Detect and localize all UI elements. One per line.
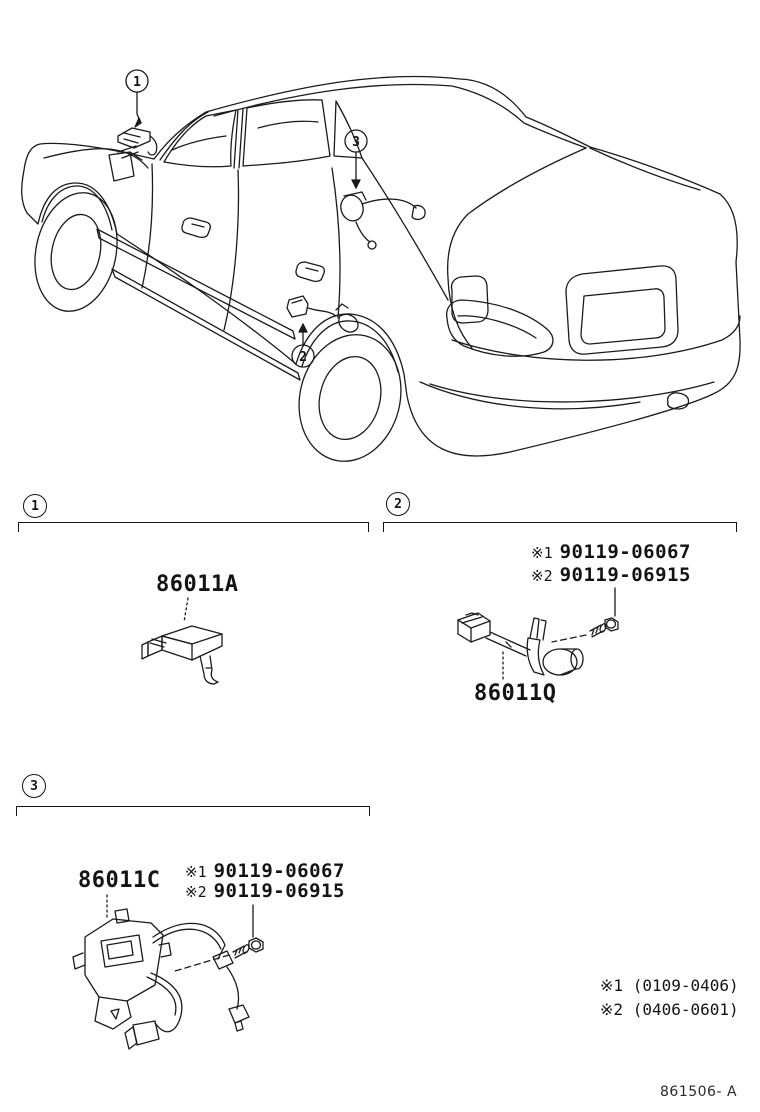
note-ref: ※1: [531, 544, 553, 562]
part-drawing-86011c: [55, 893, 285, 1073]
section-3-bracket: [16, 806, 370, 816]
sensor-3-location-drawing: [338, 192, 425, 249]
car-callout-2[interactable]: [292, 345, 314, 367]
bolt-part-number: 90119-06067: [213, 860, 345, 882]
car-callout-2-number: 2: [299, 350, 307, 365]
car-illustration: [0, 0, 760, 500]
footnote-range: (0406-0601): [632, 1000, 739, 1019]
bolt-part-number: 90119-06915: [559, 564, 691, 586]
footnote-range: (0109-0406): [632, 976, 739, 995]
footnotes: [600, 976, 739, 1024]
note-ref: ※1: [185, 863, 207, 881]
sheet-number: 861506- A: [660, 1084, 738, 1100]
footnote-ref: ※2: [600, 1000, 624, 1019]
note-ref: ※2: [185, 883, 207, 901]
part-label-86011c[interactable]: 86011C: [78, 868, 161, 893]
car-callout-1-number: 1: [133, 75, 141, 90]
car-callout-1[interactable]: [126, 70, 148, 92]
front-wheel: [24, 185, 127, 319]
bolt-part-number: 90119-06067: [559, 541, 691, 563]
section-3-callout[interactable]: 3: [22, 774, 46, 798]
section-1-bracket: [18, 522, 369, 532]
sensor-2-location-drawing: [287, 296, 358, 332]
part-label-86011a[interactable]: 86011A: [156, 572, 239, 597]
part-drawing-86011a: [140, 598, 240, 698]
footnote-2: [600, 1000, 739, 1024]
footnote-1: [600, 976, 739, 1000]
part-label-86011q[interactable]: 86011Q: [474, 681, 557, 706]
sensor-1-location-drawing: [118, 128, 157, 155]
section-2-bracket: [383, 522, 737, 532]
car-callout-3-number: 3: [352, 135, 360, 150]
bolt-part-number: 90119-06915: [213, 880, 345, 902]
bolt-note-row: [185, 860, 345, 880]
car-callout-3[interactable]: [345, 130, 367, 152]
section-2-callout[interactable]: 2: [386, 492, 410, 516]
bolt-note-row: [531, 541, 691, 564]
section-1-callout[interactable]: 1: [23, 494, 47, 518]
footnote-ref: ※1: [600, 976, 624, 995]
note-ref: ※2: [531, 567, 553, 585]
